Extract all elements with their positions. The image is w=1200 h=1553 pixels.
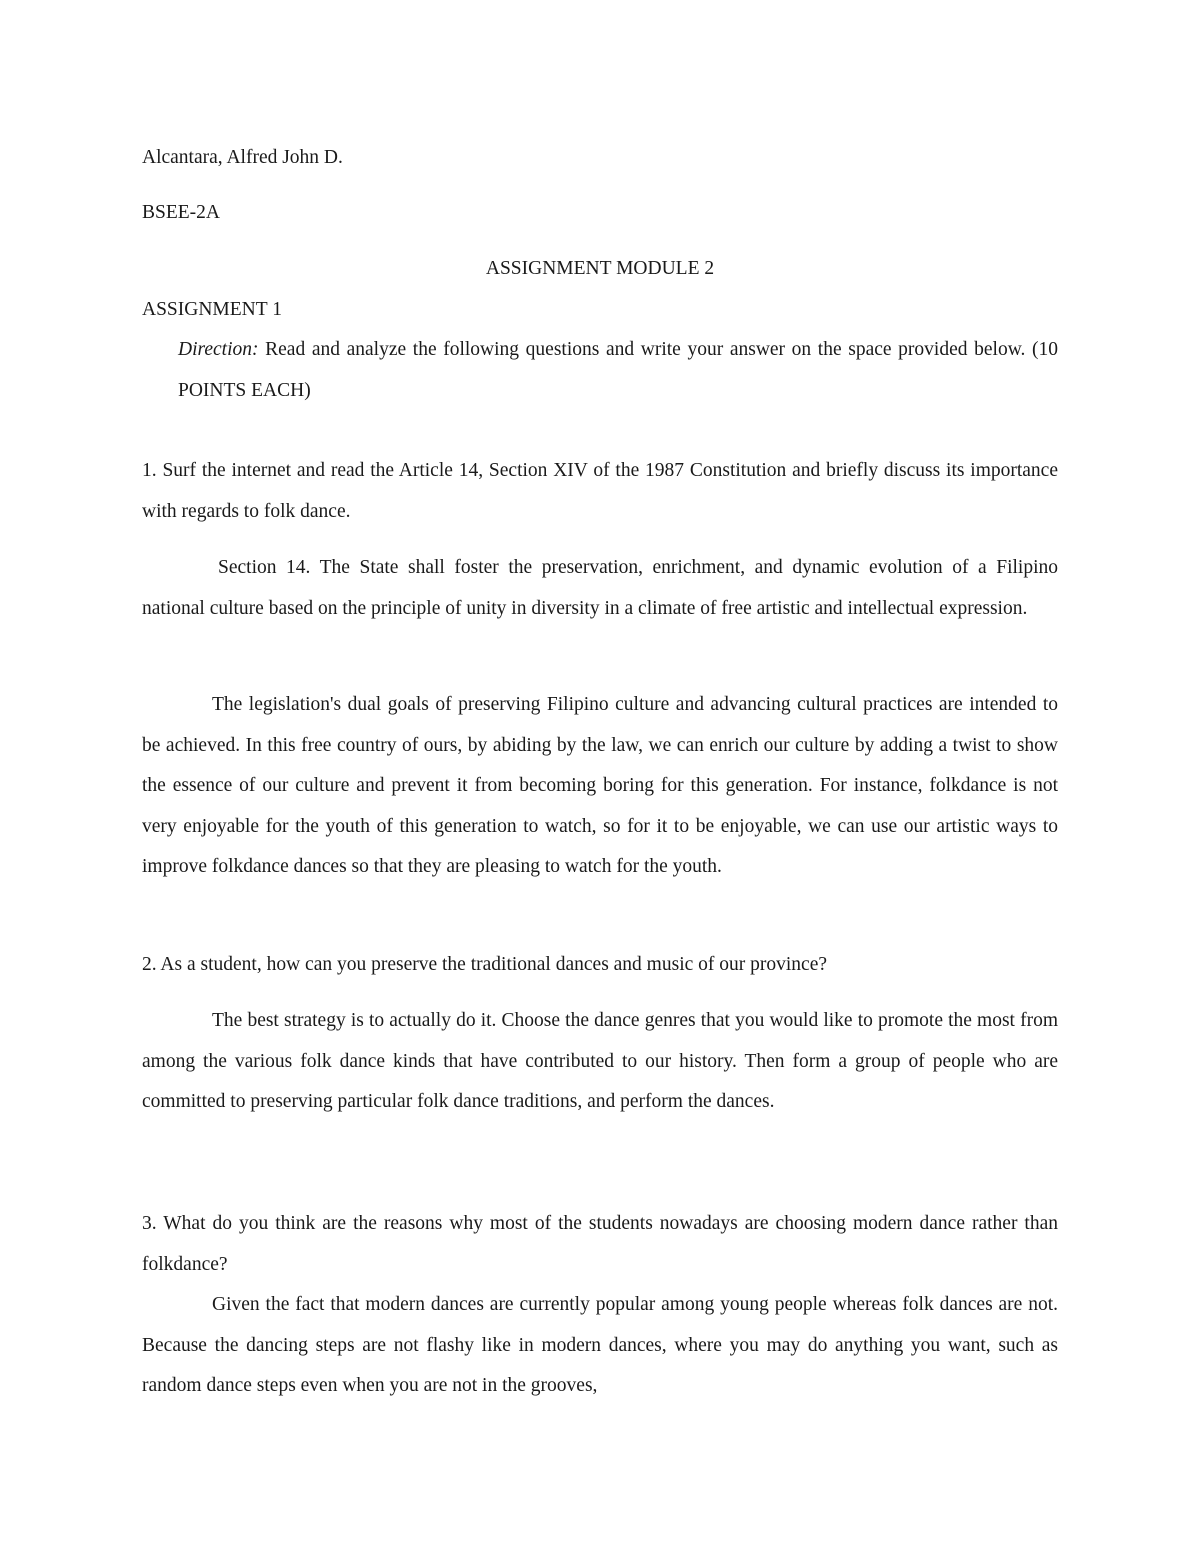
answer-1-discussion: The legislation's dual goals of preserving Filipino culture and advancing cultural practices are intended to be achieved. In this free country of ours, by abiding by the law, we can enrich our culture by adding a twist to show the essence of our culture and prevent it from becoming boring for this generation. For instance, folkdance is not very enjoyable for the youth of this generation to watch, so for it to be enjoyable, we can use our artistic ways to improve folkdance dances so that they are pleasing to watch for the youth. (142, 694, 1058, 877)
document-title: ASSIGNMENT MODULE 2 (485, 258, 715, 279)
answer-1-section-14: Section 14. The State shall foster the preservation, enrichment, and dynamic evolution of a Filipino national culture based on the principle of unity in diversity in a climate of free artistic and intellectual expression. (142, 557, 1058, 619)
direction-text: Read and analyze the following questions and write your answer on the space provided below. (10 POINTS EACH) (178, 339, 1058, 401)
question-2: 2. As a student, how can you preserve the traditional dances and music of our province? (142, 954, 828, 975)
question-1: 1. Surf the internet and read the Article 14, Section XIV of the 1987 Constitution and briefly discuss its importance with regards to folk dance. (142, 460, 1058, 522)
assignment-label: ASSIGNMENT 1 (142, 299, 282, 320)
question-3: 3. What do you think are the reasons why most of the students nowadays are choosing modern dance rather than folkdance? (142, 1213, 1058, 1275)
answer-3: Given the fact that modern dances are currently popular among young people whereas folk dances are not. Because the dancing steps are not flashy like in modern dances, where you may do anything you want, such as random dance steps even when you are not in the grooves, (142, 1294, 1058, 1396)
student-section: BSEE-2A (142, 202, 220, 223)
direction-paragraph (178, 330, 1058, 411)
answer-2: The best strategy is to actually do it. Choose the dance genres that you would like to promote the most from among the various folk dance kinds that have contributed to our history. Then form a group of people who are committed to preserving particular folk dance traditions, and perform the dances. (142, 1010, 1058, 1112)
student-name: Alcantara, Alfred John D. (142, 147, 343, 168)
direction-label: Direction: (178, 339, 259, 360)
